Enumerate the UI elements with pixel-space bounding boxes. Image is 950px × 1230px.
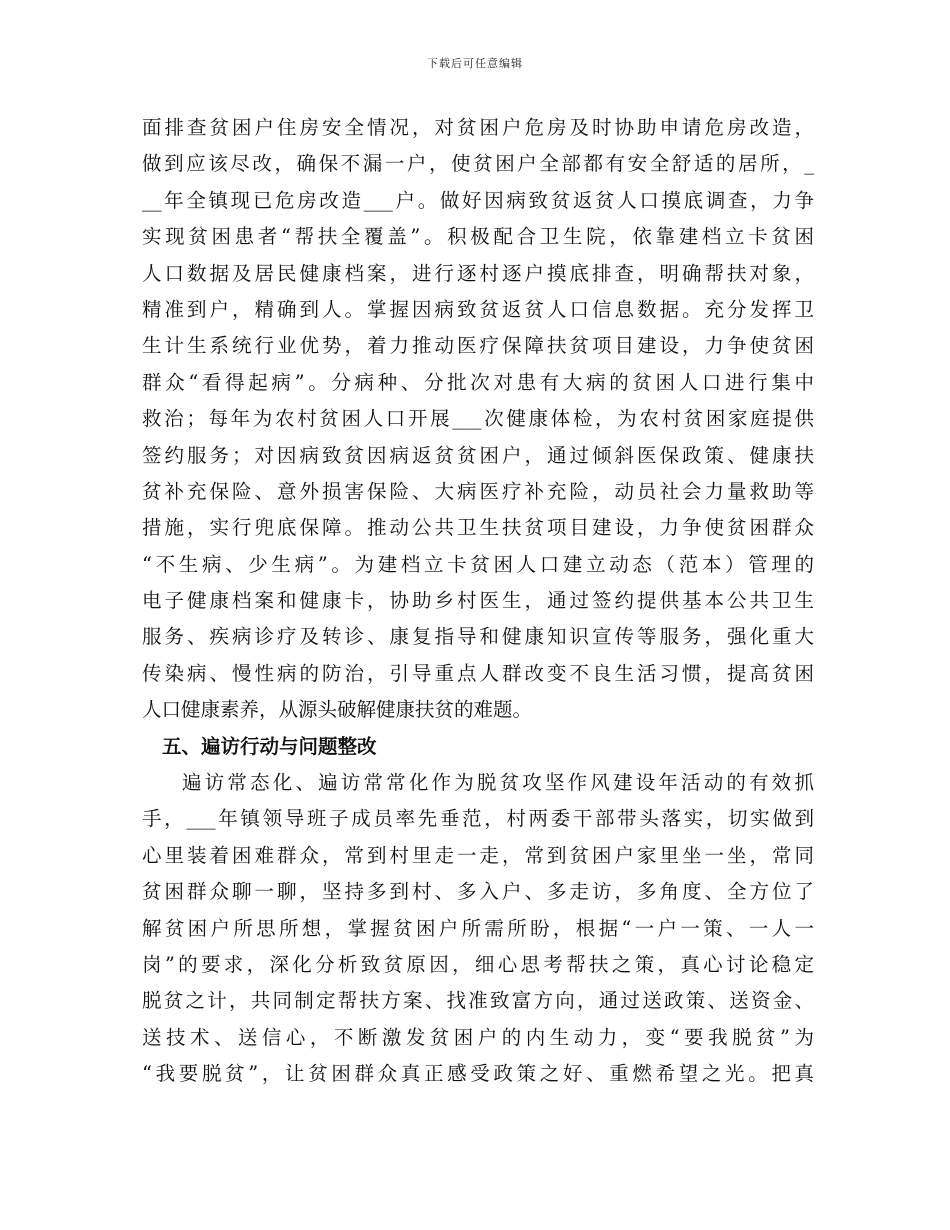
paragraph-2 xyxy=(142,765,814,1093)
text-line: 签约服务；对因病致贫因病返贫贫困户，通过倾斜医保政策、健康扶 xyxy=(142,443,814,467)
paragraph-1 xyxy=(142,110,814,729)
text-line: 脱贫之计，共同制定帮扶方案、找准致富方向，通过送政策、送资金、 xyxy=(142,989,814,1013)
text-line: __年全镇现已危房改造___户。做好因病致贫返贫人口摸底调查，力争 xyxy=(142,188,814,212)
text-line: 精准到户，精确到人。掌握因病致贫返贫人口信息数据。充分发挥卫 xyxy=(142,297,814,321)
text-line: “我要脱贫”，让贫困群众真正感受政策之好、重燃希望之光。把真 xyxy=(142,1062,814,1086)
text-line: 解贫困户所思所想，掌握贫困户所需所盼，根据“一户一策、一人一 xyxy=(142,916,814,940)
text-line: 心里装着困难群众，常到村里走一走，常到贫困户家里坐一坐，常同 xyxy=(142,843,814,867)
text-line: 群众“看得起病”。分病种、分批次对患有大病的贫困人口进行集中 xyxy=(142,370,814,394)
text-line: 生计生系统行业优势，着力推动医疗保障扶贫项目建设，力争使贫困 xyxy=(142,334,814,358)
text-line: 做到应该尽改，确保不漏一户，使贫困户全部都有安全舒适的居所，_ xyxy=(142,152,814,176)
text-line: 电子健康档案和健康卡，协助乡村医生，通过签约提供基本公共卫生 xyxy=(142,589,814,613)
text-line: 岗”的要求，深化分析致贫原因，细心思考帮扶之策，真心讨论稳定 xyxy=(142,952,814,976)
text-line: “不生病、少生病”。为建档立卡贫困人口建立动态（范本）管理的 xyxy=(142,552,814,576)
text-line: 人口数据及居民健康档案，进行逐村逐户摸底排查，明确帮扶对象， xyxy=(142,261,814,285)
text-line: 服务、疾病诊疗及转诊、康复指导和健康知识宣传等服务，强化重大 xyxy=(142,625,814,649)
page-header: 下载后可任意编辑 xyxy=(427,57,523,70)
text-line: 人口健康素养，从源头破解健康扶贫的难题。 xyxy=(142,698,533,722)
text-line: 实现贫困患者“帮扶全覆盖”。积极配合卫生院，依靠建档立卡贫困 xyxy=(142,225,814,249)
section-heading: 五、遍访行动与问题整改 xyxy=(162,734,377,758)
text-line: 送技术、送信心，不断激发贫困户的内生动力，变“要我脱贫”为 xyxy=(142,1025,814,1049)
text-line: 贫补充保险、意外损害保险、大病医疗补充险，动员社会力量救助等 xyxy=(142,479,814,503)
document-body xyxy=(142,110,814,1093)
text-line: 遍访常态化、遍访常常化作为脱贫攻坚作风建设年活动的有效抓 xyxy=(182,771,814,795)
text-line: 传染病、慢性病的防治，引导重点人群改变不良生活习惯，提高贫困 xyxy=(142,661,814,685)
text-line: 贫困群众聊一聊，坚持多到村、多入户、多走访，多角度、全方位了 xyxy=(142,880,814,904)
text-line: 面排查贫困户住房安全情况，对贫困户危房及时协助申请危房改造， xyxy=(142,116,814,139)
text-line: 救治；每年为农村贫困人口开展___次健康体检，为农村贫困家庭提供 xyxy=(142,407,814,431)
text-line: 措施，实行兜底保障。推动公共卫生扶贫项目建设，力争使贫困群众 xyxy=(142,516,814,540)
text-line: 手，___年镇领导班子成员率先垂范，村两委干部带头落实，切实做到 xyxy=(142,807,814,831)
